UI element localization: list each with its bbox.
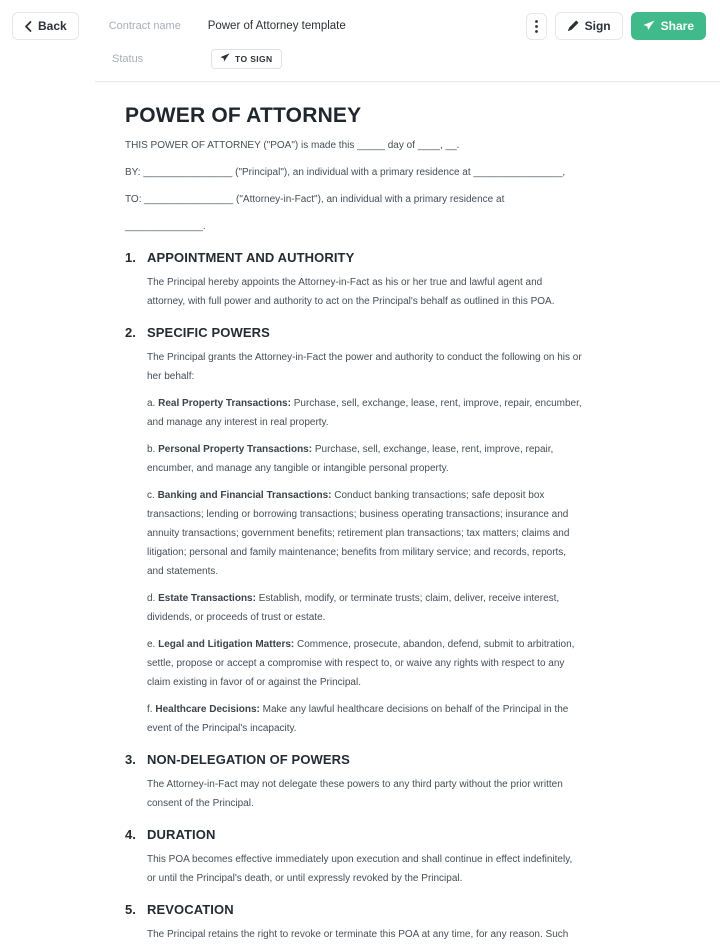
toolbar-row-main bbox=[12, 12, 706, 40]
section-paragraph: The Principal retains the right to revoke or terminate this POA at any time, for any reason. Such bbox=[147, 929, 569, 940]
section-number: 4. bbox=[125, 827, 136, 842]
section-specific-powers bbox=[125, 325, 590, 738]
section-paragraph: The Principal grants the Attorney-in-Fact the power and authority to conduct the following on his or her behalf: bbox=[147, 352, 582, 382]
section-paragraph: The Attorney-in-Fact may not delegate these powers to any third party without the prior written consent of the Principal. bbox=[147, 779, 563, 809]
toolbar-row-status bbox=[12, 49, 706, 69]
section-revocation bbox=[125, 902, 590, 944]
kebab-vertical-icon bbox=[535, 20, 538, 33]
section-heading: NON-DELEGATION OF POWERS bbox=[147, 752, 350, 767]
section-heading: REVOCATION bbox=[147, 902, 234, 917]
section-heading: APPOINTMENT AND AUTHORITY bbox=[147, 250, 355, 265]
intro-clause: THIS POWER OF ATTORNEY ("POA") is made this _____ day of ____, __. bbox=[125, 140, 460, 151]
clause-item-f: f. Healthcare Decisions: Make any lawful healthcare decisions on behalf of the Principal in the event of the Principal's incapacity. bbox=[147, 704, 569, 734]
status-label: Status bbox=[112, 53, 144, 65]
paper-plane-icon bbox=[220, 53, 230, 65]
section-non-delegation bbox=[125, 752, 590, 813]
section-number: 5. bbox=[125, 902, 136, 917]
contract-title[interactable]: Power of Attorney template bbox=[207, 20, 346, 32]
by-clause: BY: ________________ ("Principal"), an individual with a primary residence at ________________, bbox=[125, 167, 566, 178]
section-paragraph: This POA becomes effective immediately upon execution and shall continue in effect indefinitely, or until the Principal's death, or until expressly revoked by the Principal. bbox=[147, 854, 573, 884]
document-body[interactable] bbox=[0, 82, 590, 944]
section-number: 1. bbox=[125, 250, 136, 265]
section-number: 2. bbox=[125, 325, 136, 340]
pen-icon bbox=[567, 20, 579, 32]
sign-button[interactable] bbox=[555, 12, 623, 40]
status-badge-label: TO SIGN bbox=[235, 54, 273, 64]
share-button[interactable] bbox=[631, 12, 706, 40]
chevron-left-icon bbox=[24, 21, 32, 32]
contract-name-label: Contract name bbox=[108, 20, 181, 32]
section-heading: DURATION bbox=[147, 827, 216, 842]
toolbar-actions bbox=[526, 12, 706, 40]
clause-item-a: a. Real Property Transactions: Purchase, sell, exchange, lease, rent, improve, repair, encumber, and manage any interest in real property. bbox=[147, 398, 582, 428]
more-options-button[interactable] bbox=[526, 13, 547, 40]
document-title: POWER OF ATTORNEY bbox=[125, 104, 362, 127]
section-heading: SPECIFIC POWERS bbox=[147, 325, 270, 340]
clause-item-c: c. Banking and Financial Transactions: Conduct banking transactions; safe deposit box transactions; lending or borrowing transactions; business operating transactions; insurance and annuity transactions; government benefits; retirement plan transactions; tax matters; claims and litigation; personal and family maintenance; benefits from military service; and records, reports, and statements. bbox=[147, 490, 570, 577]
section-number: 3. bbox=[125, 752, 136, 767]
to-clause-continued: ______________. bbox=[125, 221, 206, 232]
section-appointment-and-authority bbox=[125, 250, 590, 311]
clause-item-b: b. Personal Property Transactions: Purchase, sell, exchange, lease, rent, improve, repair, encumber, and manage any tangible or intangible personal property. bbox=[147, 444, 554, 474]
back-button[interactable] bbox=[12, 12, 79, 40]
to-clause: TO: ________________ ("Attorney-in-Fact"), an individual with a primary residence at bbox=[125, 194, 505, 205]
back-button-label: Back bbox=[38, 19, 67, 33]
toolbar bbox=[0, 0, 720, 69]
status-badge[interactable] bbox=[211, 49, 282, 69]
sign-button-label: Sign bbox=[584, 19, 611, 33]
section-duration bbox=[125, 827, 590, 888]
clause-item-e: e. Legal and Litigation Matters: Commence, prosecute, abandon, defend, submit to arbitration, settle, propose or accept a compromise with respect to, or waive any rights with respect to any claim existing in favor of or against the Principal. bbox=[147, 639, 575, 688]
share-button-label: Share bbox=[660, 19, 694, 33]
send-icon bbox=[643, 20, 655, 32]
section-paragraph: The Principal hereby appoints the Attorney-in-Fact as his or her true and lawful agent and attorney, with full power and authority to act on the Principal's behalf as outlined in this POA. bbox=[147, 277, 555, 307]
clause-item-d: d. Estate Transactions: Establish, modify, or terminate trusts; claim, deliver, receive interest, dividends, or proceeds of trust or estate. bbox=[147, 593, 560, 623]
